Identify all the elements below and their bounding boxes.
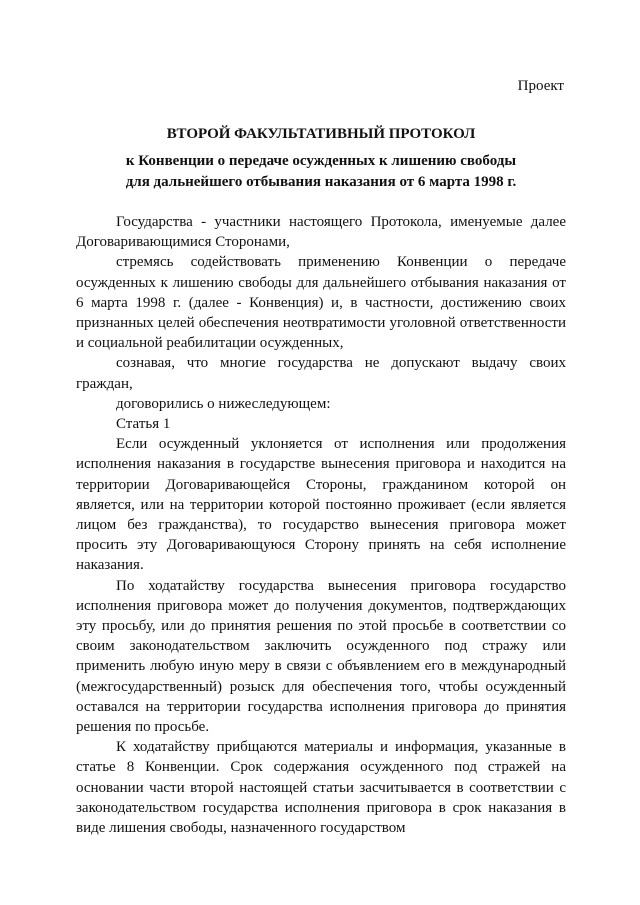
document-subtitle-line-1: к Конвенции о передаче осужденных к лишению свободы bbox=[125, 153, 517, 169]
article-paragraph-3: К ходатайству прибщаются материалы и информация, указанные в статье 8 Конвенции. Срок содержания осужденного под стражей на основании части второй настоящей статьи засчитывается в соответствии с законодательством государства исполнения приговора в срок наказания в виде лишения свободы, назначенного государством bbox=[76, 739, 566, 837]
document-subtitle-line-2: для дальнейшего отбывания наказания от 6 марта 1998 г. bbox=[125, 174, 517, 190]
preamble-paragraph-4: договорились о нижеследующем: bbox=[116, 395, 331, 412]
preamble-paragraph-3: сознавая, что многие государства не допускают выдачу своих граждан, bbox=[76, 355, 566, 392]
document-body bbox=[76, 212, 566, 838]
article-heading: Статья 1 bbox=[116, 416, 171, 433]
article-paragraph-2: По ходатайству государства вынесения приговора государство исполнения приговора может до получения документов, подтверждающих эту просьбу, или до принятия решения по этой просьбе в соответствии со своим законодательством заключить осужденного под стражу или применить любую иную меру в связи с объявлением его в международный (межгосударственный) розыск для обеспечения того, чтобы осужденный оставался на территории государства исполнения приговора до принятия решения по просьбе. bbox=[76, 577, 566, 736]
preamble-paragraph-1: Государства - участники настоящего Протокола, именуемые далее Договаривающимися Сторонами, bbox=[76, 214, 566, 251]
article-paragraph-1: Если осужденный уклоняется от исполнения или продолжения исполнения наказания в государстве вынесения приговора и находится на территории Договаривающейся Стороны, гражданином которой он является, или на территории которой постоянно проживает (если является лицом без гражданства), то государство вынесения приговора может просить эту Договаривающуюся Сторону принять на себя исполнение наказания. bbox=[76, 436, 566, 574]
preamble-paragraph-2: стремясь содействовать применению Конвенции о передаче осужденных к лишению свободы для дальнейшего отбывания наказания от 6 марта 1998 г. (далее - Конвенция) и, в частности, достижению своих признанных целей обеспечения неотвратимости уголовной ответственности и социальной реабилитации осужденных, bbox=[76, 254, 566, 352]
title-block bbox=[76, 124, 566, 193]
draft-label: Проект bbox=[517, 78, 564, 94]
document-title: ВТОРОЙ ФАКУЛЬТАТИВНЫЙ ПРОТОКОЛ bbox=[166, 126, 476, 142]
